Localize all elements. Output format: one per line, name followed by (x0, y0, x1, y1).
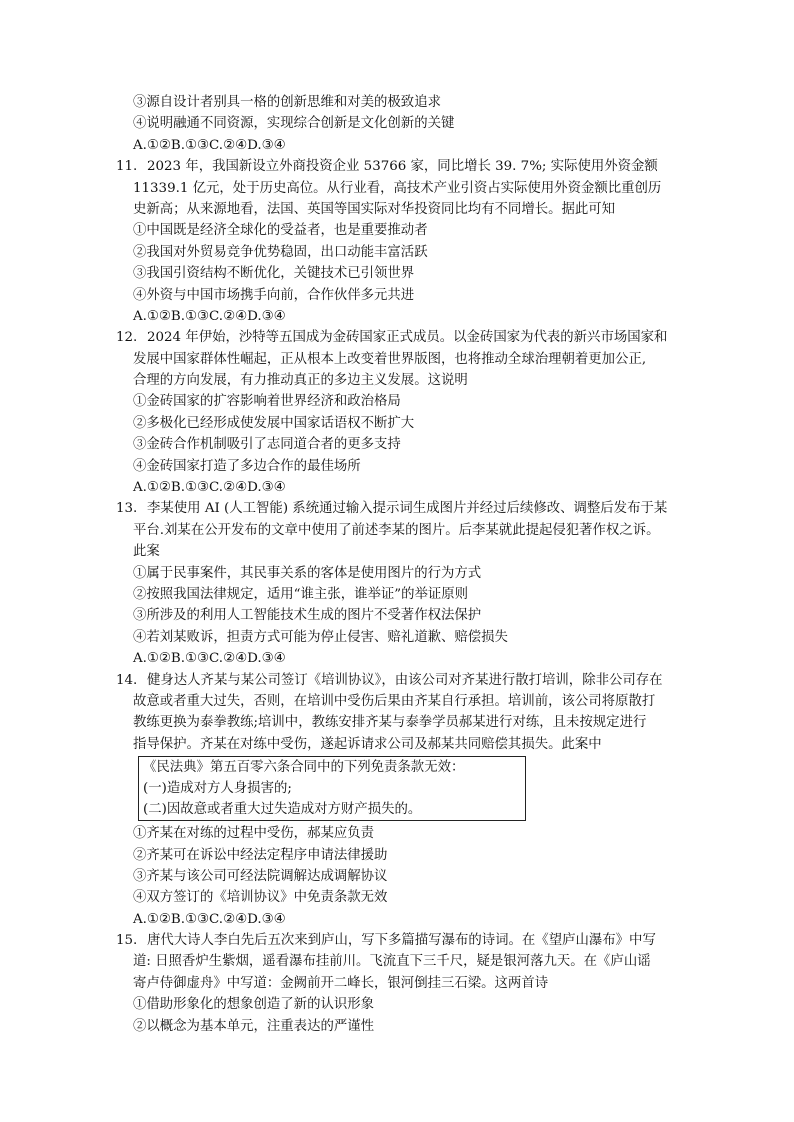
answer-choices: A.①②B.①③C.②④D.③④ (133, 651, 286, 667)
question-stem-line: 健身达人齐某与某公司签订《培训协议》，由该公司对齐某进行散打培训，除非公司存在 (147, 672, 663, 688)
option-3: ③齐某与该公司可经法院调解达成调解协议 (133, 868, 388, 884)
option-1: ①金砖国家的扩容影响着世界经济和政治格局 (133, 394, 401, 410)
question-stem-line: 李某使用 AI (人工智能) 系统通过输入提示词生成图片并经过后续修改、调整后发布于某 (147, 501, 668, 517)
option-4: ④双方签订的《培训协议》中免责条款无效 (133, 890, 388, 906)
exam-page (116, 92, 696, 1037)
option-1: ①齐某在对练的过程中受伤，郝某应负责 (133, 826, 375, 842)
option-2: ②按照我国法律规定，适用“谁主张，谁举证”的举证原则 (133, 586, 469, 602)
question-10-tail (116, 92, 696, 156)
option-2: ②多极化已经形成使发展中国家话语权不断扩大 (133, 415, 415, 431)
question-stem-line: 史新高；从来源地看，法国、英国等国实际对华投资同比均有不同增长。据此可知 (133, 201, 616, 217)
option-1: ①借助形象化的想象创造了新的认识形象 (133, 997, 375, 1013)
option-1: ①属于民事案件，其民事关系的客体是使用图片的行为方式 (133, 565, 482, 581)
question-number: 13. (116, 501, 138, 517)
question-13 (116, 498, 696, 669)
question-stem-line: 寄卢侍御虚舟》中写道：金阙前开二峰长，银河倒挂三石梁。这两首诗 (133, 975, 549, 991)
answer-choices: A.①②B.①③C.②④D.③④ (133, 137, 286, 153)
option-3: ③所涉及的利用人工智能技术生成的图片不受著作权法保护 (133, 608, 482, 624)
option-2: ②以概念为基本单元，注重表达的严谨性 (133, 1018, 375, 1034)
question-stem-line: 平台.刘某在公开发布的文章中使用了前述李某的图片。后李某就此提起侵犯著作权之诉。 (133, 522, 660, 538)
option-2: ②齐某可在诉讼中经法定程序申请法律援助 (133, 847, 388, 863)
question-number: 11. (116, 159, 138, 175)
option-3: ③源自设计者别具一格的创新思维和对美的极致追求 (133, 95, 441, 110)
question-stem-line: 11339.1 亿元，处于历史高位。从行业看，高技术产业引资占实际使用外资金额比重创历 (133, 180, 662, 196)
option-1: ①中国既是经济全球化的受益者，也是重要推动者 (133, 223, 428, 239)
option-3: ③我国引资结构不断优化，关键技术已引领世界 (133, 266, 415, 282)
answer-choices: A.①②B.①③C.②④D.③④ (133, 911, 286, 927)
option-4: ④若刘某败诉，担责方式可能为停止侵害、赔礼道歉、赔偿损失 (133, 629, 508, 645)
law-excerpt-line: (二)因故意或者重大过失造成对方财产损失的。 (143, 802, 422, 818)
question-stem-line: 唐代大诗人李白先后五次来到庐山，写下多篇描写瀑布的诗词。在《望庐山瀑布》中写 (147, 933, 656, 949)
question-stem-line: 合理的方向发展，有力推动真正的多边主义发展。这说明 (133, 373, 468, 389)
question-stem-line: 故意或者重大过失，否则，在培训中受伤后果由齐某自行承担。培训前，该公司将原散打 (133, 693, 656, 709)
law-excerpt-box (138, 756, 526, 821)
question-stem-line: 发展中国家群体性崛起，正从根本上改变着世界版图，也将推动全球治理朝着更加公正, (133, 351, 647, 367)
question-11 (116, 156, 696, 327)
question-14 (116, 670, 696, 931)
question-stem-line: 指导保护。齐某在对练中受伤，遂起诉请求公司及郝某共同赔偿其损失。此案中 (133, 736, 602, 752)
question-stem-line: 此案 (133, 544, 160, 560)
question-number: 12. (116, 330, 138, 346)
law-excerpt-line: (一)造成对方人身损害的; (143, 781, 292, 797)
option-4: ④外资与中国市场携手向前，合作伙伴多元共进 (133, 287, 415, 303)
question-stem-line: 教练更换为泰拳教练;培训中，教练安排齐某与泰拳学员郝某进行对练，且未按规定进行 (133, 715, 647, 731)
question-stem-line: 2023 年，我国新设立外商投资企业 53766 家，同比增长 39. 7%; 实际使用外资金额 (147, 159, 658, 175)
question-15 (116, 930, 696, 1037)
option-4: ④说明融通不同资源，实现综合创新是文化创新的关键 (133, 116, 455, 132)
option-4: ④金砖国家打造了多边合作的最佳场所 (133, 458, 361, 474)
option-3: ③金砖合作机制吸引了志同道合者的更多支持 (133, 437, 401, 453)
question-number: 14. (116, 672, 138, 688)
question-number: 15. (116, 933, 138, 949)
answer-choices: A.①②B.①③C.②④D.③④ (133, 480, 286, 496)
answer-choices: A.①②B.①③C.②④D.③④ (133, 308, 286, 324)
question-12 (116, 327, 696, 498)
option-2: ②我国对外贸易竞争优势稳固，出口动能丰富活跃 (133, 244, 428, 260)
law-excerpt-line: 《民法典》第五百零六条合同中的下列免责条款无效： (143, 760, 465, 776)
question-stem-line: 2024 年伊始，沙特等五国成为金砖国家正式成员。以金砖国家为代表的新兴市场国家和 (147, 330, 668, 346)
question-stem-line: 道: 日照香炉生紫烟，遥看瀑布挂前川。飞流直下三千尺，疑是银河落九天。在《庐山谣 (133, 954, 651, 970)
